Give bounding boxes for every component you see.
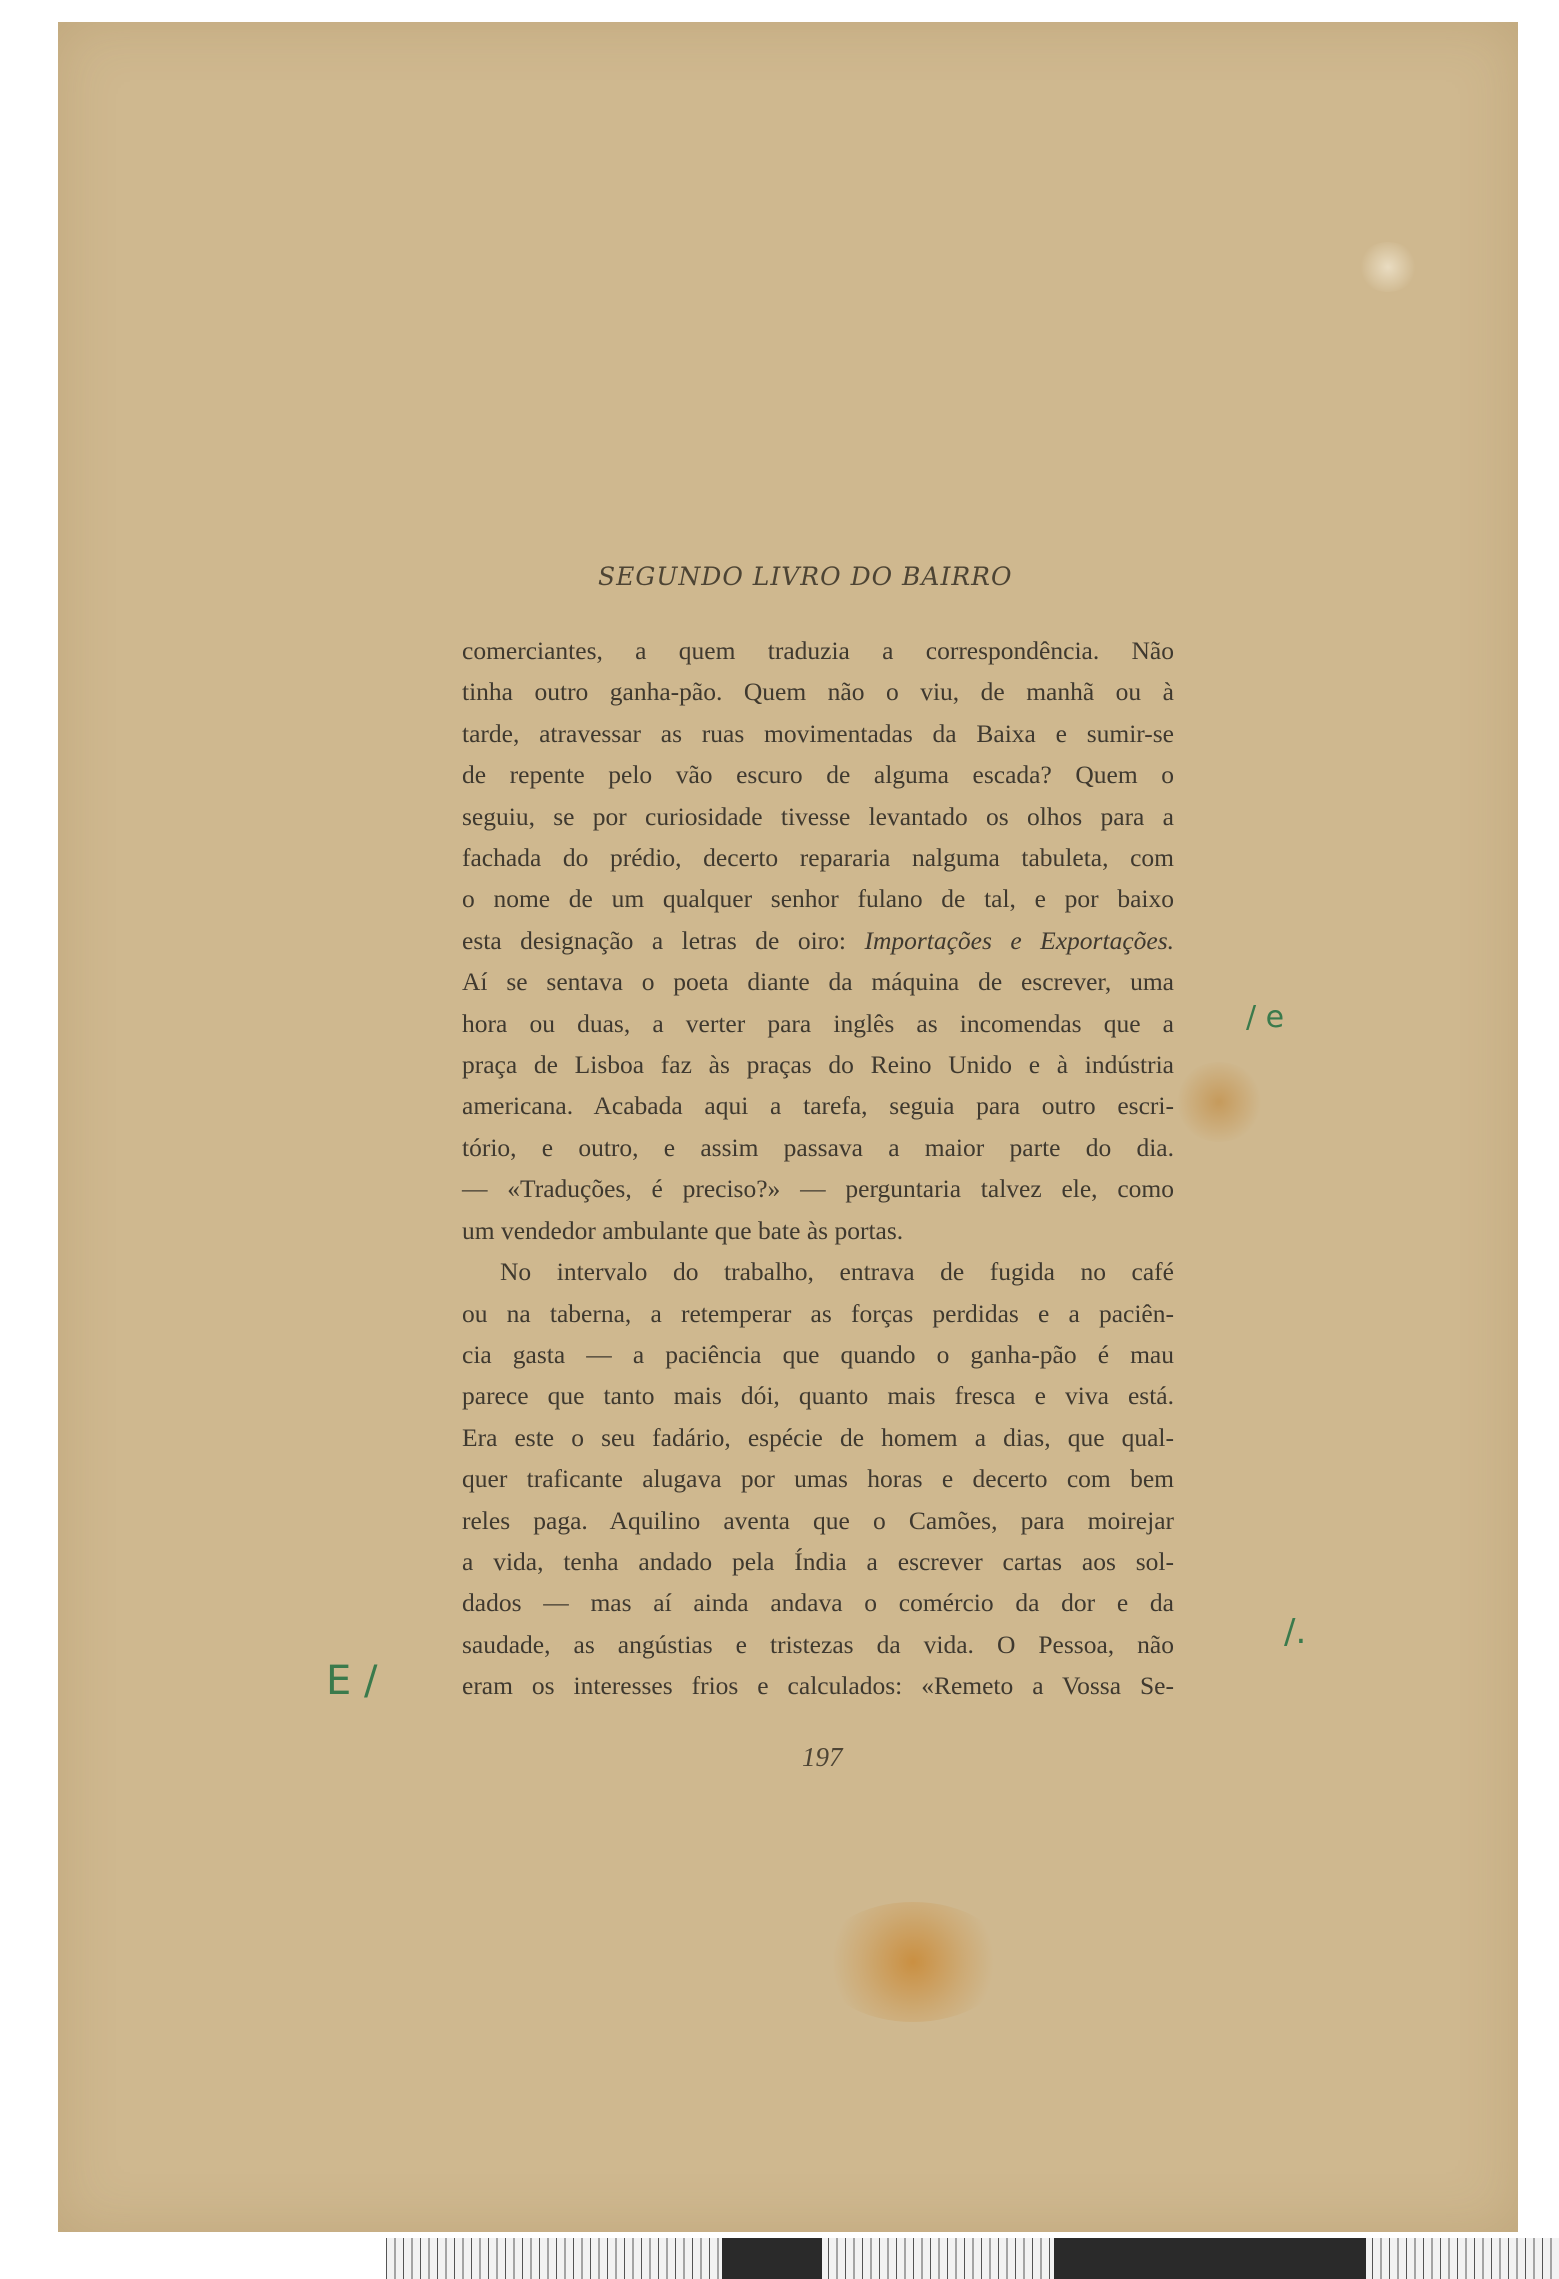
margin-mark: /. xyxy=(1284,1612,1307,1652)
text-line: de repente pelo vão escuro de alguma escada? Quem o xyxy=(462,760,1174,790)
text-line: No intervalo do trabalho, entrava de fugida no café xyxy=(500,1257,1174,1287)
text-line: eram os interesses frios e calculados: «Remeto a Vossa Se- xyxy=(462,1671,1174,1701)
text-line: — «Traduções, é preciso?» — perguntaria talvez ele, como xyxy=(462,1174,1174,1204)
text-line: ou na taberna, a retemperar as forças perdidas e a paciên- xyxy=(462,1298,1174,1328)
text-line: tório, e outro, e assim passava a maior parte do dia. xyxy=(462,1132,1174,1162)
stain xyxy=(1358,242,1418,292)
text-line: Aí se sentava o poeta diante da máquina de escrever, uma xyxy=(462,967,1174,997)
text-line: saudade, as angústias e tristezas da vida. O Pessoa, não xyxy=(462,1629,1174,1659)
scale-ruler xyxy=(386,2238,1559,2279)
text-line: dados — mas aí ainda andava o comércio da dor e da xyxy=(462,1588,1174,1618)
book-page xyxy=(58,22,1518,2232)
text-line: seguiu, se por curiosidade tivesse levantado os olhos para a xyxy=(462,801,1174,831)
text-line: americana. Acabada aqui a tarefa, seguia para outro escri- xyxy=(462,1091,1174,1121)
page-number: 197 xyxy=(802,1742,843,1772)
running-head: SEGUNDO LIVRO DO BAIRRO xyxy=(598,562,1013,591)
text-line: tarde, atravessar as ruas movimentadas da Baixa e sumir-se xyxy=(462,718,1174,748)
text-line: o nome de um qualquer senhor fulano de tal, e por baixo xyxy=(462,884,1174,914)
text-line: a vida, tenha andado pela Índia a escrever cartas aos sol- xyxy=(462,1546,1174,1576)
ruler-block xyxy=(1054,2238,1366,2279)
text-line: um vendedor ambulante que bate às portas. xyxy=(462,1215,904,1245)
text-line: parece que tanto mais dói, quanto mais fresca e viva está. xyxy=(462,1381,1174,1411)
text-line: hora ou duas, a verter para inglês as incomendas que a xyxy=(462,1008,1174,1038)
text-line: tinha outro ganha-pão. Quem não o viu, de manhã ou à xyxy=(462,677,1174,707)
text-segment: esta designação a letras de oiro: xyxy=(462,925,846,955)
text-line: quer traficante alugava por umas horas e decerto com bem xyxy=(462,1464,1174,1494)
ruler-block xyxy=(722,2238,822,2279)
text-line: reles paga. Aquilino aventa que o Camões, para moirejar xyxy=(462,1505,1174,1535)
margin-mark: / e xyxy=(1246,1000,1285,1035)
text-line: Era este o seu fadário, espécie de homem a dias, que qual- xyxy=(462,1422,1174,1452)
text-line: fachada do prédio, decerto repararia nalguma tabuleta, com xyxy=(462,843,1174,873)
text-line: praça de Lisboa faz às praças do Reino Unido e à indústria xyxy=(462,1050,1174,1080)
stain xyxy=(1174,1062,1264,1142)
margin-mark: E / xyxy=(326,1658,378,1704)
text-line: comerciantes, a quem traduzia a correspondência. Não xyxy=(462,636,1174,665)
body-text xyxy=(462,630,1174,1707)
text-line: cia gasta — a paciência que quando o ganha-pão é mau xyxy=(462,1339,1174,1369)
text-line-with-italic xyxy=(462,920,1174,961)
italic-phrase: Importações e Exportações. xyxy=(864,925,1174,955)
stain xyxy=(818,1902,1008,2022)
